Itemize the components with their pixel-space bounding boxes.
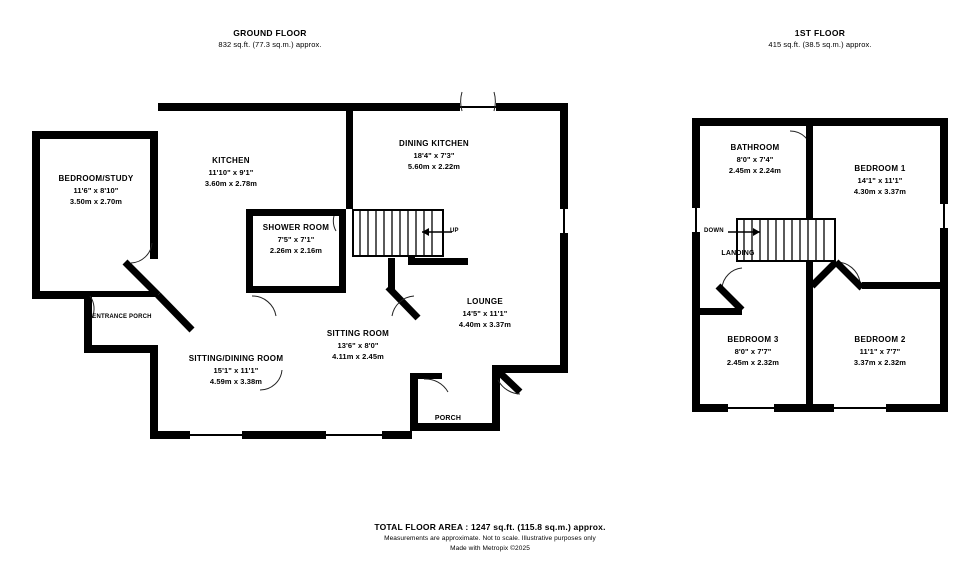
room-bedroom-study-name: BEDROOM/STUDY — [58, 174, 134, 183]
room-shower-room-name: SHOWER ROOM — [262, 223, 330, 232]
wall-gf-main-bottom-3 — [382, 431, 412, 439]
first-floor-header — [740, 27, 900, 51]
room-bathroom-name: BATHROOM — [730, 143, 780, 152]
room-kitchen — [176, 155, 286, 190]
room-lounge-dim-imperial: 14'5" x 11'1" — [462, 308, 508, 318]
window-ff-bottom-1 — [728, 407, 774, 409]
wall-gf-lounge-bottom — [492, 365, 568, 373]
room-bedroom-2-dim-imperial: 11'1" x 7'7" — [859, 346, 901, 356]
room-shower-room-dim-metric: 2.26m x 2.16m — [269, 246, 323, 255]
room-sitting-dining-room-name: SITTING/DINING ROOM — [188, 354, 284, 363]
wall-gf-main-right-a — [560, 103, 568, 209]
wall-gf-porch-bottom — [410, 423, 500, 431]
room-sitting-room-name: SITTING ROOM — [326, 329, 390, 338]
room-dining-kitchen — [360, 138, 508, 173]
wall-gf-main-left-lower — [150, 345, 158, 439]
wall-gf-dining-bottom — [408, 258, 468, 265]
footer — [0, 521, 980, 553]
room-bedroom-1-dim-metric: 4.30m x 3.37m — [853, 187, 907, 196]
wall-gf-kitchen-divider — [346, 111, 353, 209]
wall-ff-bottom-left — [692, 404, 728, 412]
total-floor-area: TOTAL FLOOR AREA : 1247 sq.ft. (115.8 sq.m.) approx. — [374, 522, 606, 532]
label-entrance-porch: ENTRANCE PORCH — [92, 314, 152, 320]
room-bedroom-2-dim-metric: 3.37m x 2.32m — [853, 358, 907, 367]
window-gf-bottom-2 — [326, 434, 382, 436]
wall-ff-right-lower — [940, 228, 948, 412]
room-bedroom-study-dim-imperial: 11'6" x 8'10" — [73, 185, 119, 195]
window-gf-main-top — [460, 106, 496, 108]
room-shower-room — [240, 222, 352, 257]
room-kitchen-name: KITCHEN — [212, 156, 250, 165]
wall-gf-main-top-left — [158, 103, 460, 111]
room-lounge — [425, 296, 545, 331]
room-lounge-name: LOUNGE — [466, 297, 504, 306]
wall-ff-top — [692, 118, 948, 126]
room-bedroom-3-name: BEDROOM 3 — [727, 335, 779, 344]
wall-gf-ent-porch-top — [84, 291, 158, 297]
room-dining-kitchen-dim-imperial: 18'4" x 7'3" — [413, 150, 455, 160]
wall-ff-left-lower — [692, 232, 700, 412]
room-kitchen-dim-metric: 3.60m x 2.78m — [204, 179, 258, 188]
wall-ff-left-upper — [692, 118, 700, 208]
room-bedroom-3-dim-metric: 2.45m x 2.32m — [726, 358, 780, 367]
window-gf-study-bottom — [40, 294, 84, 296]
window-gf-bottom-1 — [190, 434, 242, 436]
room-sitting-room-dim-metric: 4.11m x 2.45m — [332, 352, 384, 361]
wall-gf-porch-ent-bottom — [84, 345, 158, 353]
stair-up-label: UP — [450, 228, 459, 234]
wall-ff-bed2-top — [862, 282, 948, 289]
room-sitting-dining-room-dim-metric: 4.59m x 3.38m — [209, 377, 263, 386]
disclaimer-line-1: Measurements are approximate. Not to scale. Illustrative purposes only — [384, 535, 596, 542]
room-lounge-dim-metric: 4.40m x 3.37m — [458, 320, 512, 329]
room-bedroom-study — [40, 173, 152, 208]
room-shower-room-dim-imperial: 7'5" x 7'1" — [277, 234, 315, 244]
wall-ff-right-upper — [940, 118, 948, 204]
wall-gf-shower-top — [246, 209, 346, 216]
stair-down-label: DOWN — [704, 228, 724, 234]
room-bathroom-dim-imperial: 8'0" x 7'4" — [736, 154, 774, 164]
room-bedroom-1-dim-imperial: 14'1" x 11'1" — [857, 175, 903, 185]
wall-gf-main-top-right — [496, 103, 568, 111]
room-bedroom-3-dim-imperial: 8'0" x 7'7" — [734, 346, 772, 356]
first-floor-area: 415 sq.ft. (38.5 sq.m.) approx. — [768, 40, 872, 49]
room-bedroom-1-name: BEDROOM 1 — [854, 164, 906, 173]
wall-gf-porch-top — [418, 373, 442, 379]
wall-ff-bottom-right — [886, 404, 948, 412]
wall-gf-lounge-left — [388, 258, 395, 290]
room-bedroom-2 — [818, 334, 942, 369]
room-sitting-room — [300, 328, 416, 363]
room-bedroom-2-name: BEDROOM 2 — [854, 335, 906, 344]
room-kitchen-dim-imperial: 11'10" x 9'1" — [208, 167, 254, 177]
wall-ff-bottom-mid — [774, 404, 834, 412]
room-bedroom-study-dim-metric: 3.50m x 2.70m — [69, 197, 123, 206]
ground-floor-title: GROUND FLOOR — [233, 28, 307, 38]
room-bedroom-1 — [820, 163, 940, 198]
window-ff-right — [943, 204, 945, 228]
room-sitting-dining-room — [162, 353, 310, 388]
wall-gf-porch-left — [410, 373, 418, 431]
window-ff-bottom-2 — [834, 407, 886, 409]
wall-gf-main-right-b — [560, 233, 568, 373]
first-floor-title: 1ST FLOOR — [794, 28, 846, 38]
stair-gf-frame — [352, 209, 444, 257]
ground-floor-area: 832 sq.ft. (77.3 sq.m.) approx. — [218, 40, 322, 49]
wall-gf-study-top — [32, 131, 158, 139]
room-bathroom-dim-metric: 2.45m x 2.24m — [728, 166, 782, 175]
label-porch: PORCH — [434, 415, 462, 422]
wall-gf-study-left — [32, 131, 40, 299]
ground-floor-header — [190, 27, 350, 51]
disclaimer-line-2: Made with Metropix ©2025 — [450, 544, 530, 552]
wall-gf-main-bottom-2 — [242, 431, 326, 439]
wall-gf-shower-bottom — [246, 286, 346, 293]
wall-gf-study-right-lower — [150, 239, 158, 259]
room-dining-kitchen-name: DINING KITCHEN — [399, 139, 469, 148]
room-sitting-dining-room-dim-imperial: 15'1" x 11'1" — [213, 365, 259, 375]
room-bedroom-3 — [698, 334, 808, 369]
wall-ff-bed3-top — [700, 308, 742, 315]
label-landing: LANDING — [721, 250, 755, 257]
room-sitting-room-dim-imperial: 13'6" x 8'0" — [337, 340, 379, 350]
wall-gf-main-bottom-1 — [158, 431, 190, 439]
window-gf-main-right — [563, 209, 565, 233]
room-dining-kitchen-dim-metric: 5.60m x 2.22m — [407, 162, 461, 171]
room-bathroom — [700, 142, 810, 177]
window-ff-left — [695, 208, 697, 232]
wall-gf-porch-ent-left — [84, 291, 92, 353]
